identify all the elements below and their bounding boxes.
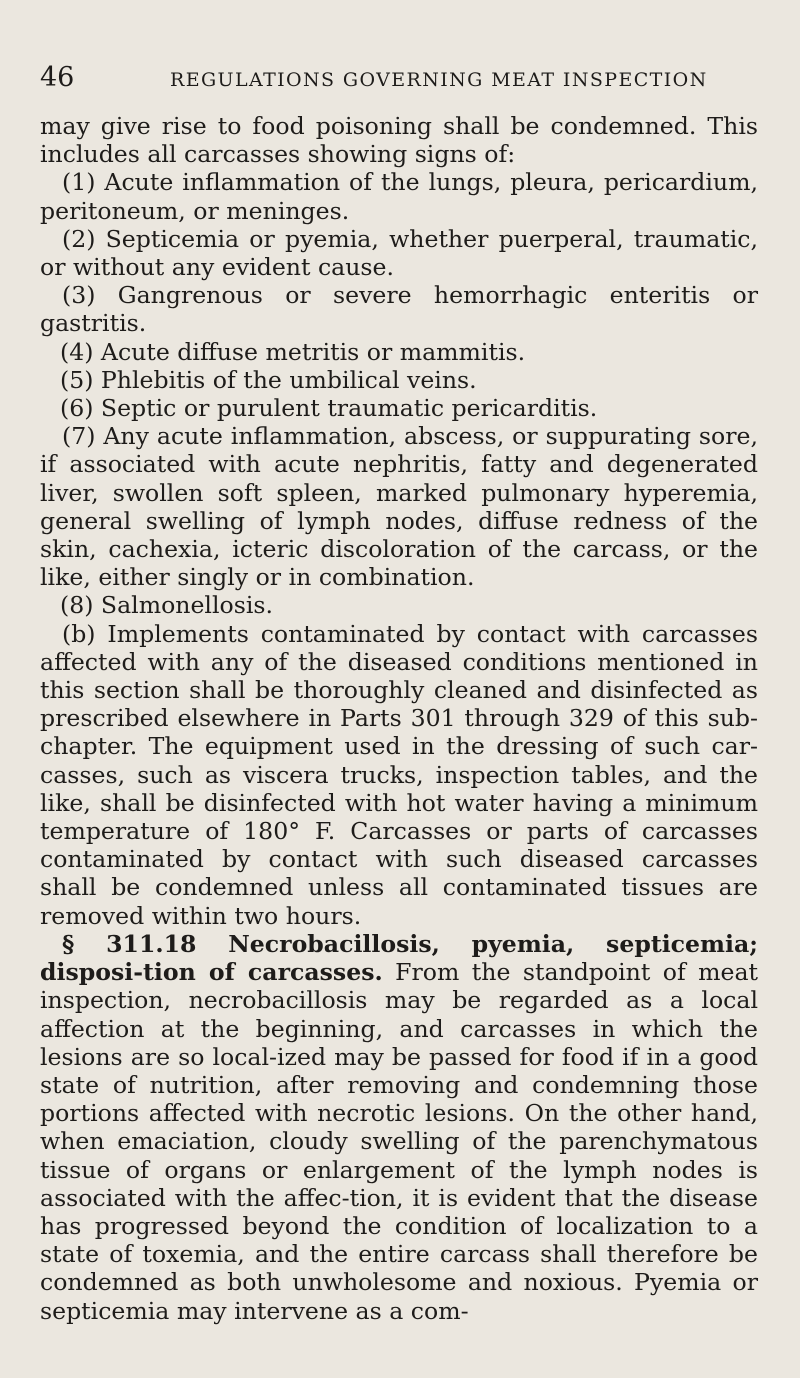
list-item-1: (1) Acute inflammation of the lungs, pleura, pericardium, peritoneum, or meninges. — [40, 168, 758, 225]
body-text — [40, 112, 758, 1325]
page-header — [40, 62, 760, 93]
list-item-4: (4) Acute diffuse metritis or mammitis. — [60, 337, 526, 366]
list-item-7: (7) Any acute inflammation, abscess, or suppurating sore, if associated with acute nephritis, fatty and degenerated liver, swollen soft spleen, marked pulmonary hyperemia, general swelling of lymph nodes, diffuse redness of the skin, cachexia, icteric discoloration of the carcass, or the like, either singly or in combination. — [40, 422, 758, 592]
list-item-8: (8) Salmonellosis. — [60, 591, 273, 620]
section-heading: § 311.18 Necrobacillosis, pyemia, septicemia; disposi-tion of carcasses. — [40, 929, 758, 987]
list-item-2: (2) Septicemia or pyemia, whether puerperal, traumatic, or without any evident cause. — [40, 224, 758, 282]
section-text: From the standpoint of meat inspection, necrobacillosis may be regarded as a local affection at the beginning, and carcasses in which the lesions are so local-ized may be passed for food if in a good state of nutrition, after removing and condemning those portions affected with necrotic lesions. On the other hand, when emaciation, cloudy swelling of the parenchymatous tissue of organs or enlargement of the lymph nodes is associated with the affec-tion, it is evident that the disease has progressed beyond the condition of localization to a state of toxemia, and the entire carcass shall therefore be condemned as both unwholesome and noxious. Pyemia or septicemia may intervene as a com- — [40, 958, 758, 1325]
list-item-5: (5) Phlebitis of the umbilical veins. — [60, 365, 477, 394]
running-head: REGULATIONS GOVERNING MEAT INSPECTION — [170, 69, 708, 91]
page-number: 46 — [40, 62, 75, 93]
list-item-3: (3) Gangrenous or severe hemorrhagic enteritis or gastritis. — [40, 281, 758, 338]
list-item-6: (6) Septic or purulent traumatic pericarditis. — [60, 394, 598, 423]
section-311-18 — [40, 930, 758, 1325]
paragraph-intro: may give rise to food poisoning shall be condemned. This includes all carcasses showing signs of: — [40, 112, 758, 169]
paragraph-b: (b) Implements contaminated by contact with carcasses affected with any of the diseased conditions mentioned in this section shall be thoroughly cleaned and disinfected as prescribed elsewhere in Parts 301 through 329 of this sub-chapter. The equipment used in the dressing of such car-casses, such as viscera trucks, inspection tables, and the like, shall be disinfected with hot water having a minimum temperature of 180° F. Carcasses or parts of carcasses contaminated by contact with such diseased carcasses shall be condemned unless all contaminated tissues are removed within two hours. — [40, 619, 758, 930]
